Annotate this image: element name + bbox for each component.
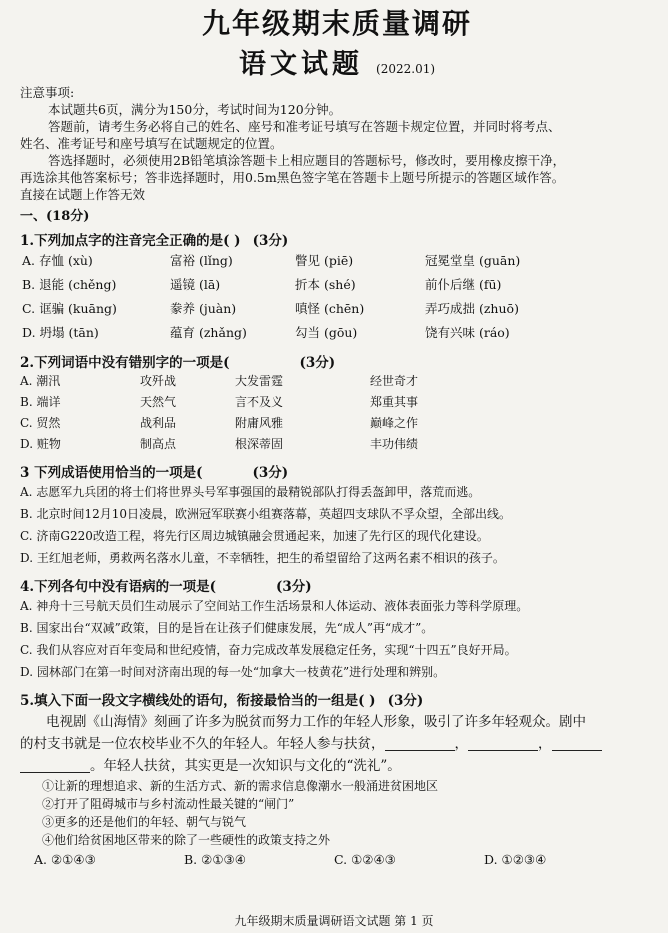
subtitle-row [20, 42, 654, 82]
option-cell: C. 诓骗 (kuāng) [22, 301, 117, 316]
option-cell: 富裕 (lǐng) [170, 253, 233, 268]
option-cell: 天然气 [140, 395, 177, 409]
option-cell: 勾当 (gōu) [295, 325, 358, 340]
notes-heading: 注意事项: [20, 85, 75, 100]
option-cell: B. 端详 [20, 395, 61, 409]
option-cell: 附庸风雅 [235, 416, 284, 430]
option-cell: C. 贸然 [20, 416, 61, 430]
question-text: 2.下列词语中没有错别字的一项是( [20, 355, 230, 371]
answer-blank [385, 738, 455, 751]
notes-block [20, 84, 654, 203]
notes-line: 本试题共6页，满分为150分，考试时间为120分钟。 [48, 102, 342, 117]
choice: D. ①②③④ [484, 852, 547, 867]
page-footer: 九年级期末质量调研语文试题 第 1 页 [234, 914, 434, 928]
option-cell: 郑重其事 [370, 395, 419, 409]
option-cell: 言不及义 [235, 395, 284, 409]
option-cell: 嗔怪 (chēn) [295, 301, 365, 316]
question-1-options [20, 249, 654, 345]
section-heading: 一、(18分) [20, 209, 90, 224]
notes-line: 答题前，请考生务必将自己的姓名、座号和准考证号填写在答题卡规定位置，并同时将考点、 [48, 119, 561, 134]
option-cell: 弄巧成拙 (zhuō) [425, 301, 519, 316]
notes-line: 直接在试题上作答无效 [20, 187, 146, 202]
question-1-stem [20, 229, 654, 249]
notes-line: 姓名、准考证号和座号填写在试题规定的位置。 [20, 136, 283, 151]
passage-line-3 [20, 755, 654, 777]
option-cell: 经世奇才 [370, 374, 419, 388]
question-text: 4.下列各句中没有语病的一项是( [20, 579, 216, 595]
option-cell: 折本 (shé) [295, 277, 356, 292]
option-cell: 战利品 [140, 416, 177, 430]
option-cell: D. 坍塌 (tān) [22, 325, 99, 340]
option-line: A. 志愿军九兵团的将士们将世界头号军事强国的最精锐部队打得丢盔卸甲，落荒而逃。 [20, 485, 481, 499]
sentence-item: ③更多的还是他们的年轻、朝气与锐气 [42, 815, 247, 829]
passage-line-2: 的村支书就是一位农校毕业不久的年轻人。年轻人参与扶贫， ， ， [20, 733, 654, 755]
option-cell: D. 赃物 [20, 437, 61, 451]
question-2-options [20, 371, 654, 455]
passage-text: 的村支书就是一位农校毕业不久的年轻人。年轻人参与扶贫， [20, 736, 385, 752]
answer-choices [20, 849, 654, 871]
sentence-item: ②打开了阻碍城市与乡村流动性最关键的“闸门” [42, 797, 295, 811]
notes-line: 再选涂其他答案标号；答非选择题时，用0.5m黑色签字笔在答题卡上题号所提示的答题区域作答。 [20, 170, 565, 185]
question-score: (3分) [387, 693, 424, 709]
question-4-stem [20, 575, 654, 595]
exam-date: (2022.01) [376, 62, 436, 76]
option-cell: 根深蒂固 [235, 437, 284, 451]
exam-subtitle: 语文试题 [238, 49, 363, 80]
question-5-stem [20, 689, 654, 709]
question-score: (3分) [299, 355, 336, 371]
notes-line: 答选择题时，必须使用2B铅笔填涂答题卡上相应题目的答题标号，修改时，要用橡皮擦干净， [48, 153, 566, 168]
option-cell: 大发雷霆 [235, 374, 284, 388]
option-cell: A. 存恤 (xù) [22, 253, 93, 268]
option-cell: 丰功伟绩 [370, 437, 419, 451]
question-text: 1.下列加点字的注音完全正确的是( ) [20, 233, 241, 249]
option-line: B. 国家出台“双减”政策，目的是旨在让孩子们健康发展，先“成人”再“成才”。 [20, 621, 434, 635]
option-cell: 豢养 (juàn) [170, 301, 237, 316]
option-cell: 冠冕堂皇 (guān) [425, 253, 521, 268]
question-text: 5.填入下面一段文字横线处的语句，衔接最恰当的一组是( ) [20, 693, 376, 709]
option-cell: 遥镜 (lā) [170, 277, 221, 292]
option-cell: 制高点 [140, 437, 177, 451]
question-score: (3分) [252, 233, 289, 249]
question-score: (3分) [275, 579, 312, 595]
question-2-stem [20, 351, 654, 371]
option-cell: B. 退能 (chěng) [22, 277, 117, 292]
answer-blank [552, 738, 602, 751]
exam-title: 九年级期末质量调研 [201, 7, 472, 40]
sentence-item: ①让新的理想追求、新的生活方式、新的需求信息像潮水一般涌进贫困地区 [42, 779, 439, 793]
option-line: B. 北京时间12月10日凌晨，欧洲冠军联赛小组赛落幕，英超四支球队不孚众望，全部出线。 [20, 507, 511, 521]
option-cell: 攻歼战 [140, 374, 177, 388]
passage-text: 。年轻人扶贫，其实更是一次知识与文化的“洗礼”。 [90, 758, 401, 774]
option-cell: A. 潮汛 [20, 374, 61, 388]
question-3-stem [20, 461, 654, 481]
option-line: A. 神舟十三号航天员们生动展示了空间站工作生活场景和人体运动、液体表面张力等科学原理。 [20, 599, 529, 613]
passage-line: 电视剧《山海情》刻画了许多为脱贫而努力工作的年轻人形象，吸引了许多年轻观众。剧中 [46, 714, 586, 730]
option-cell: 饶有兴味 (ráo) [425, 325, 510, 340]
option-cell: 蕴育 (zhǎng) [170, 325, 247, 340]
option-line: C. 济南G220改造工程，将先行区周边城镇融会贯通起来，加速了先行区的现代化建设。 [20, 529, 489, 543]
choice: C. ①②④③ [334, 852, 396, 867]
choice: A. ②①④③ [34, 852, 96, 867]
option-line: D. 王红旭老师，勇救两名落水儿童，不幸牺牲，把生的希望留给了这两名素不相识的孩子。 [20, 551, 505, 565]
choice: B. ②①③④ [184, 852, 246, 867]
option-cell: 瞥见 (piē) [295, 253, 354, 268]
answer-blank [468, 738, 538, 751]
option-cell: 巅峰之作 [370, 416, 419, 430]
question-text: 3 下列成语使用恰当的一项是( [20, 465, 203, 481]
option-cell: 前仆后继 (fū) [425, 277, 502, 292]
sentence-item: ④他们给贫困地区带来的除了一些硬性的政策支持之外 [42, 833, 331, 847]
question-score: (3分) [252, 465, 289, 481]
answer-blank [20, 760, 90, 773]
option-line: C. 我们从容应对百年变局和世纪疫情，奋力完成改革发展稳定任务，实现“十四五”良好开局。 [20, 643, 517, 657]
option-line: D. 园林部门在第一时间对济南出现的每一处“加拿大一枝黄花”进行处理和辨别。 [20, 665, 446, 679]
